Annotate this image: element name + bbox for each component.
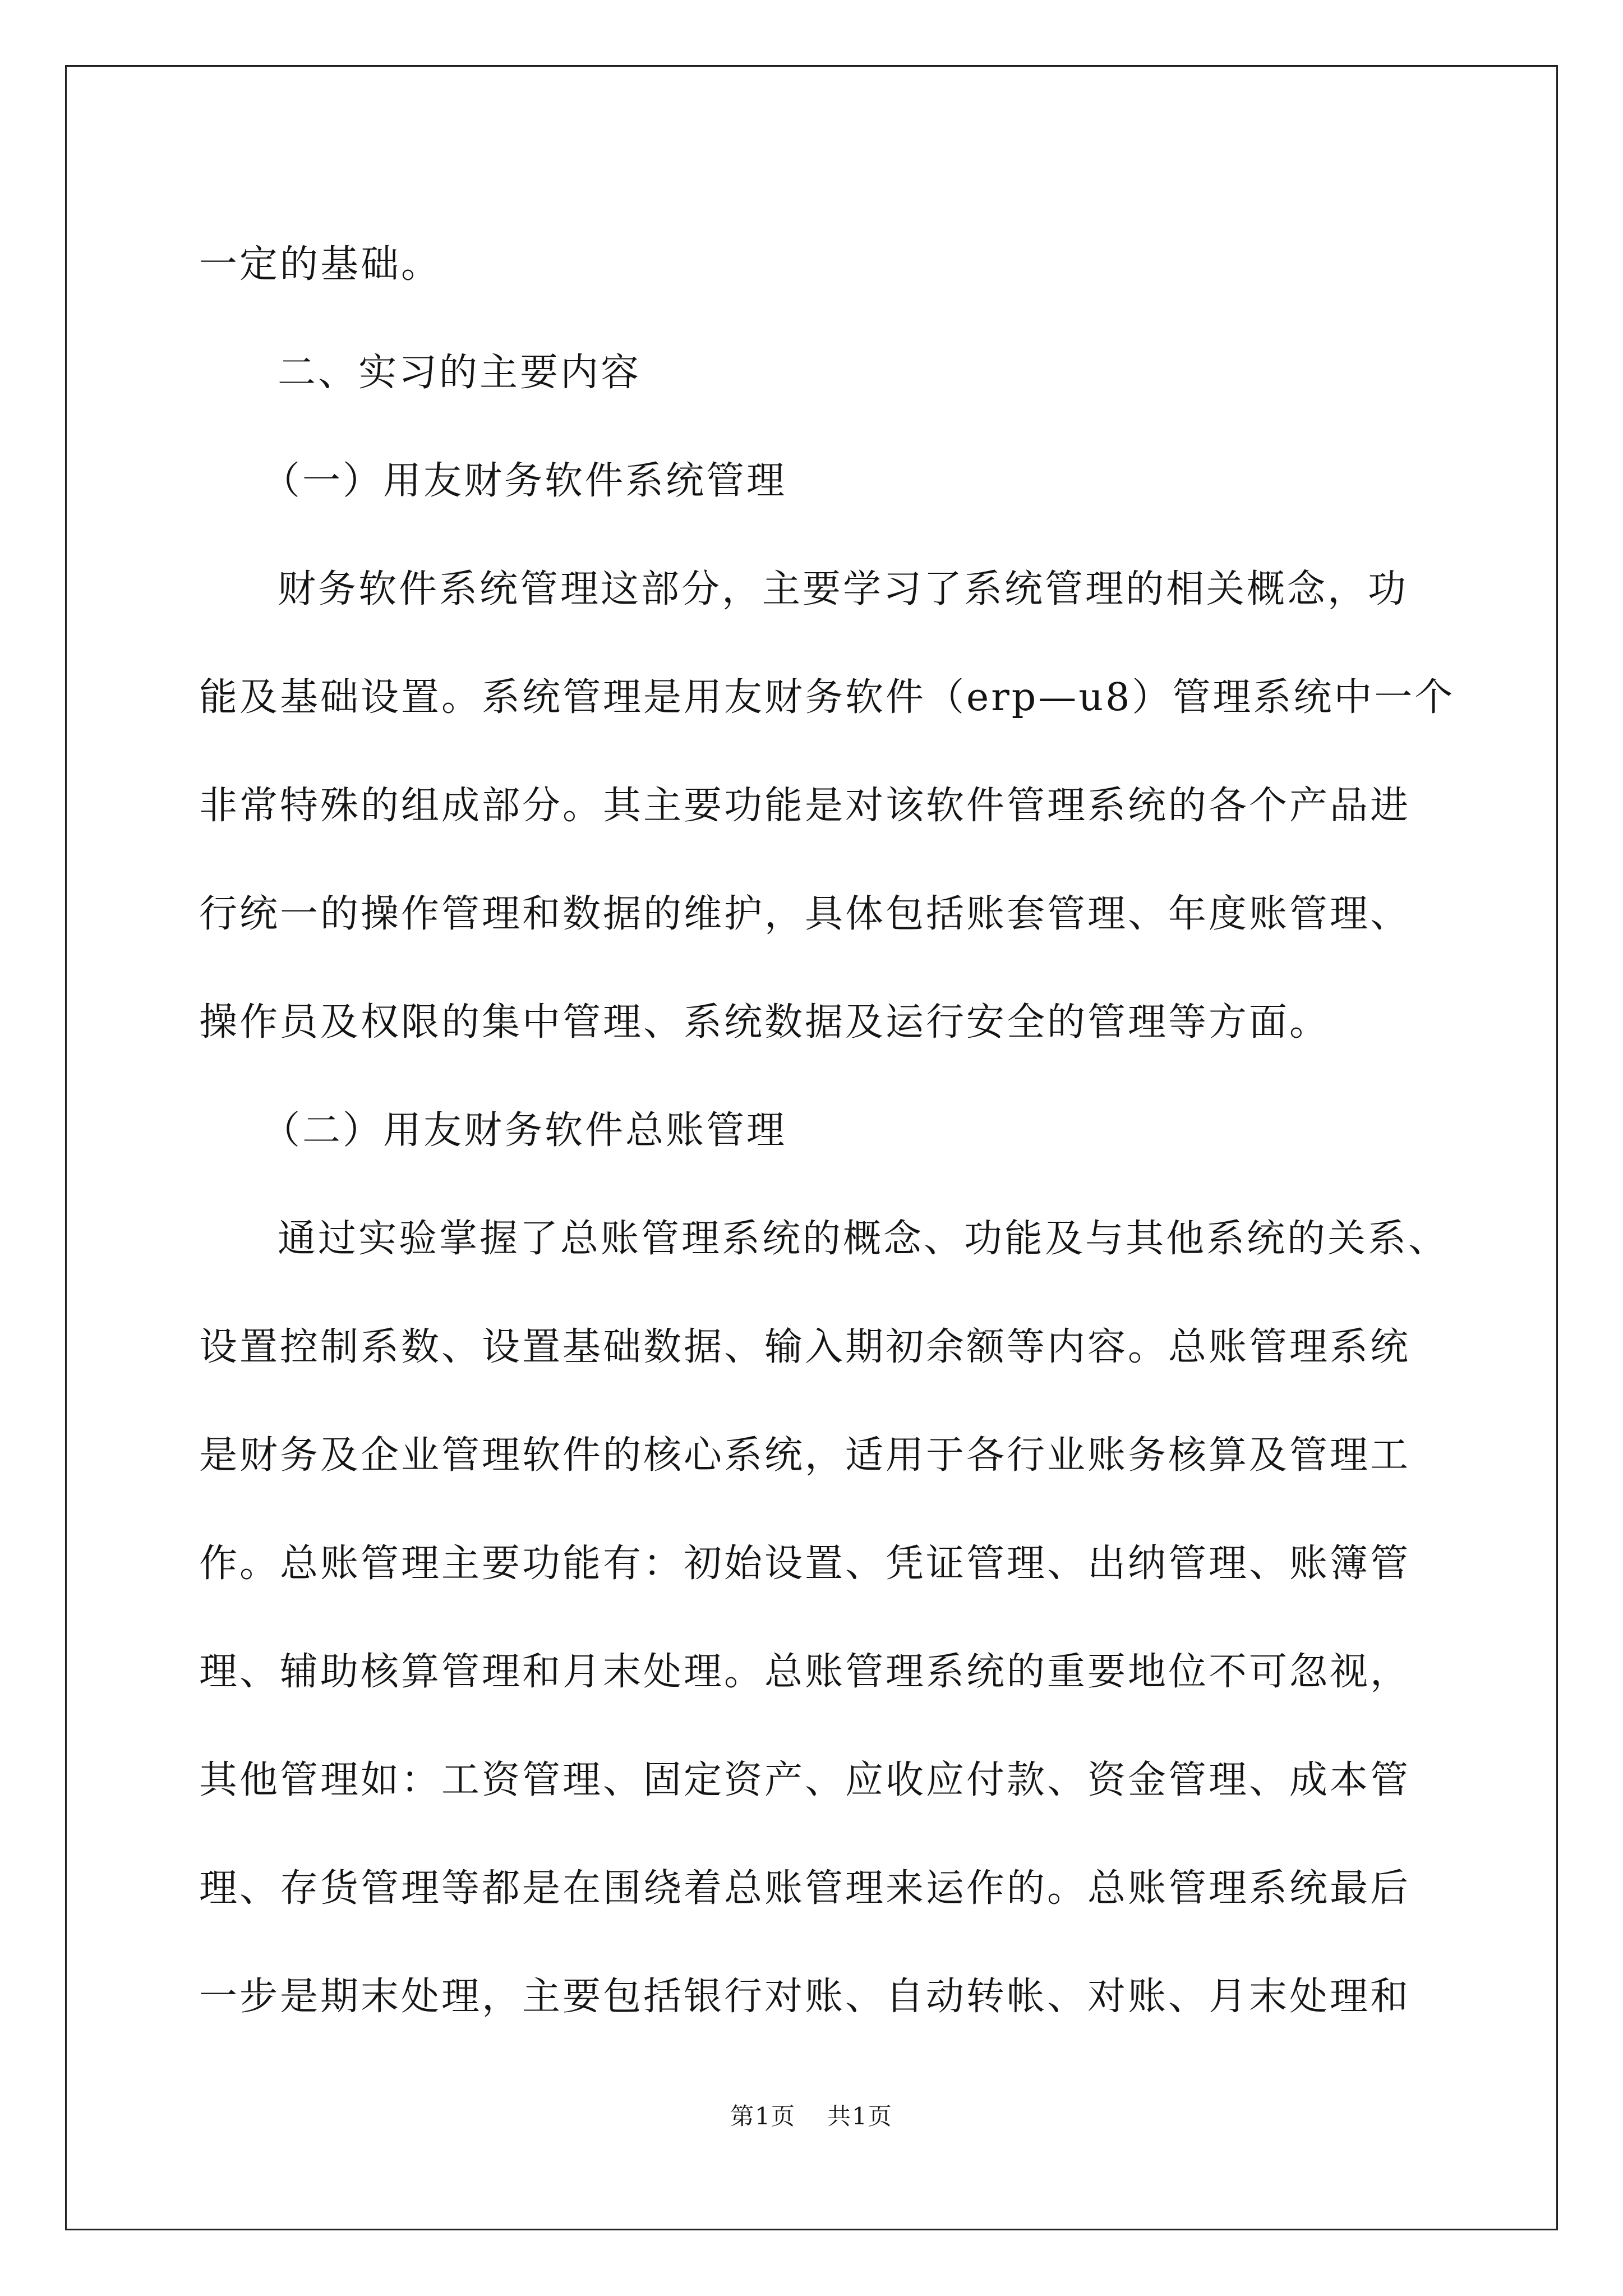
subsection-heading-system-management: （一）用友财务软件系统管理 [262, 459, 787, 503]
subsection-heading-general-ledger: （二）用友财务软件总账管理 [262, 1108, 787, 1153]
page-number-total: 共1页 [827, 2102, 893, 2130]
paragraph-line: 行统一的操作管理和数据的维护，具体包括账套管理、年度账管理、 [199, 892, 1411, 936]
paragraph-line: 理、存货管理等都是在围绕着总账管理来运作的。总账管理系统最后 [199, 1866, 1411, 1911]
paragraph-line: 能及基础设置。系统管理是用友财务软件（erp—u8）管理系统中一个 [199, 675, 1455, 720]
paragraph-line: 非常特殊的组成部分。其主要功能是对该软件管理系统的各个产品进 [199, 784, 1411, 828]
paragraph-line: 是财务及企业管理软件的核心系统，适用于各行业账务核算及管理工 [199, 1433, 1411, 1478]
paragraph-line: 财务软件系统管理这部分，主要学习了系统管理的相关概念，功 [278, 567, 1409, 611]
page-footer [0, 2098, 1623, 2132]
paragraph-line: 通过实验掌握了总账管理系统的概念、功能及与其他系统的关系、 [278, 1217, 1449, 1261]
body-line-continuation: 一定的基础。 [199, 242, 442, 287]
paragraph-line: 一步是期末处理，主要包括银行对账、自动转帐、对账、月末处理和 [199, 1975, 1411, 2019]
page-number-current: 第1页 [730, 2102, 796, 2130]
document-body [199, 210, 1455, 2051]
paragraph-line: 作。总账管理主要功能有：初始设置、凭证管理、出纳管理、账簿管 [199, 1542, 1411, 1586]
section-heading: 二、实习的主要内容 [278, 351, 642, 395]
paragraph-line: 操作员及权限的集中管理、系统数据及运行安全的管理等方面。 [199, 1000, 1330, 1045]
paragraph-line: 其他管理如：工资管理、固定资产、应收应付款、资金管理、成本管 [199, 1758, 1411, 1802]
paragraph-line: 设置控制系数、设置基础数据、输入期初余额等内容。总账管理系统 [199, 1325, 1411, 1369]
paragraph-line: 理、辅助核算管理和月末处理。总账管理系统的重要地位不可忽视， [199, 1650, 1411, 1694]
